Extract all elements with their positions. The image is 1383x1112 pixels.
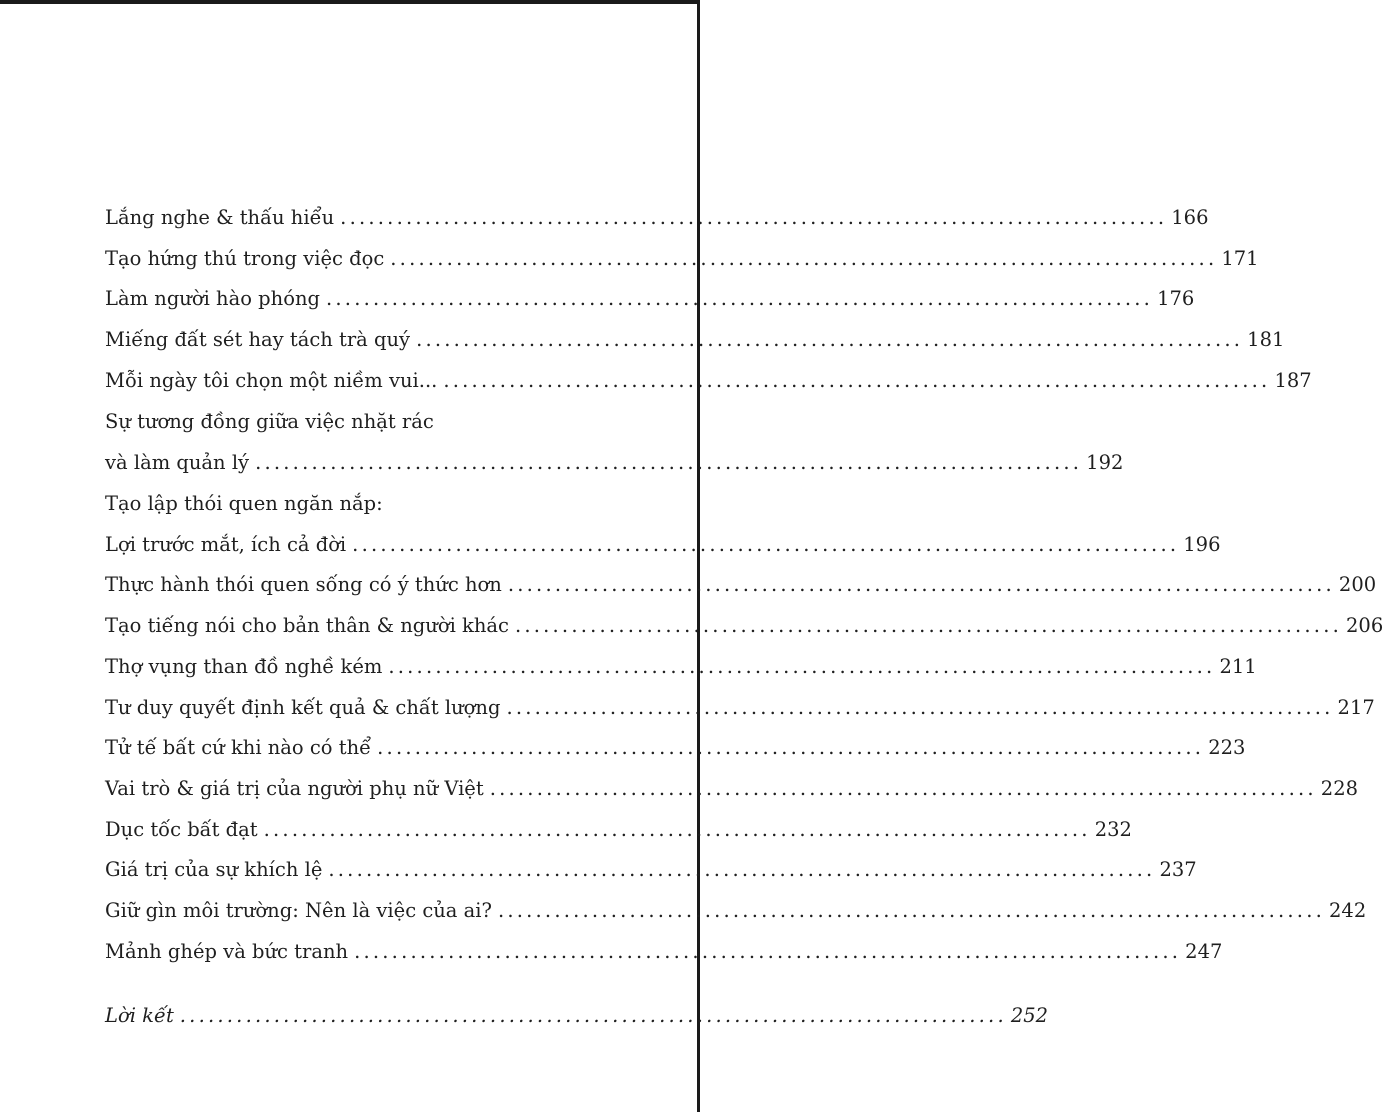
toc-entry[interactable] xyxy=(105,891,1367,932)
toc-entry-page: 200 xyxy=(1338,573,1377,597)
toc-entry-title: Giá trị của sự khích lệ xyxy=(105,858,323,882)
toc-entry[interactable] xyxy=(105,565,1377,606)
toc-entry-page: 228 xyxy=(1320,776,1359,800)
toc-entry-page: 217 xyxy=(1337,695,1375,719)
toc-entry[interactable] xyxy=(105,606,1383,647)
toc-leader-dots: ........................................................................................ xyxy=(354,939,1182,963)
toc-entry-title: Tạo hứng thú trong việc đọc xyxy=(105,246,385,270)
toc-entry-page: 247 xyxy=(1185,939,1223,963)
toc-entry-title: Vai trò & giá trị của người phụ nữ Việt xyxy=(105,776,484,800)
toc-entry-page: 232 xyxy=(1094,817,1132,841)
toc-leader-dots: ........................................................................................ xyxy=(377,736,1205,760)
toc-leader-dots: ........................................................................................ xyxy=(352,533,1180,557)
toc-leader-dots: ........................................................................................ xyxy=(514,614,1343,638)
toc-entry-page: 223 xyxy=(1208,736,1246,760)
toc-entry[interactable] xyxy=(105,483,1221,565)
toc-entry-page: 171 xyxy=(1221,246,1259,270)
toc-entry-title: Thợ vụng than đồ nghề kém xyxy=(105,654,383,678)
toc-entry-title: Tử tế bất cứ khi nào có thể xyxy=(105,736,372,760)
toc-entry[interactable] xyxy=(105,198,1209,239)
toc-entry-closing[interactable] xyxy=(105,996,1049,1037)
toc-leader-dots: ........................................................................................ xyxy=(489,776,1317,800)
toc-leader-dots: ........................................................................................ xyxy=(497,898,1326,922)
page-top-edge xyxy=(0,0,700,4)
toc-entry-title: Lắng nghe & thấu hiểu xyxy=(105,206,335,229)
toc-entry-title-line1: Sự tương đồng giữa việc nhặt rác xyxy=(105,410,434,434)
toc-leader-dots: ........................................................................................ xyxy=(443,368,1271,392)
toc-entry[interactable] xyxy=(105,728,1246,769)
toc-entry-page: 252 xyxy=(1010,1004,1049,1028)
toc-entry-page: 187 xyxy=(1274,368,1312,392)
toc-entry[interactable] xyxy=(105,810,1132,851)
toc-entry[interactable] xyxy=(105,850,1197,891)
toc-entry-title: và làm quản lý xyxy=(105,451,250,475)
toc-leader-dots: ........................................................................................ xyxy=(263,817,1091,841)
toc-entry-page: 206 xyxy=(1346,614,1383,638)
toc-entry-title-line1: Tạo lập thói quen ngăn nắp: xyxy=(105,492,383,516)
toc-leader-dots: ........................................................................................ xyxy=(390,246,1218,270)
toc-entry-title: Miếng đất sét hay tách trà quý xyxy=(105,328,411,352)
toc-entry-title: Giữ gìn môi trường: Nên là việc của ai? xyxy=(105,898,492,922)
toc-leader-dots: ........................................................................................ xyxy=(326,287,1154,311)
toc-entry[interactable] xyxy=(105,769,1359,810)
toc-entry-title: Làm người hào phóng xyxy=(105,287,320,311)
toc-entry[interactable] xyxy=(105,688,1375,729)
toc-entry-page: 176 xyxy=(1157,287,1195,311)
toc-leader-dots: ........................................................................................ xyxy=(388,654,1216,678)
table-of-contents xyxy=(105,198,1383,1037)
toc-entry[interactable] xyxy=(105,279,1195,320)
toc-entry-page: 242 xyxy=(1329,898,1367,922)
toc-entry-title: Tạo tiếng nói cho bản thân & người khác xyxy=(105,614,509,638)
toc-entry-title: Mỗi ngày tôi chọn một niềm vui... xyxy=(105,368,438,392)
toc-entry[interactable] xyxy=(105,932,1223,973)
toc-entry-title: Tư duy quyết định kết quả & chất lượng xyxy=(105,695,501,719)
toc-entry-title: Mảnh ghép và bức tranh xyxy=(105,939,349,963)
toc-leader-dots: ........................................................................................ xyxy=(507,573,1335,597)
toc-entry[interactable] xyxy=(105,361,1312,402)
toc-entry-title: Lợi trước mắt, ích cả đời xyxy=(105,533,347,557)
toc-entry-page: 166 xyxy=(1171,206,1209,229)
toc-leader-dots: ........................................................................................ xyxy=(416,328,1244,352)
toc-leader-dots: ........................................................................................ xyxy=(255,451,1083,475)
toc-entry[interactable] xyxy=(105,239,1259,280)
toc-leader-dots: ........................................................................................ xyxy=(506,695,1334,719)
toc-leader-dots: ........................................................................................ xyxy=(340,206,1168,229)
toc-entry-title: Thực hành thói quen sống có ý thức hơn xyxy=(105,573,502,597)
toc-entry-page: 237 xyxy=(1159,858,1197,882)
toc-entry-page: 196 xyxy=(1183,533,1221,557)
toc-entry[interactable] xyxy=(105,647,1257,688)
toc-entry[interactable] xyxy=(105,401,1124,483)
toc-leader-dots: ........................................................................................ xyxy=(179,1004,1007,1028)
toc-entry-title: Dục tốc bất đạt xyxy=(105,817,258,841)
toc-entry-page: 211 xyxy=(1219,654,1257,678)
toc-entry-page: 192 xyxy=(1086,451,1124,475)
toc-leader-dots: ........................................................................................ xyxy=(328,858,1156,882)
toc-entry-title: Lời kết xyxy=(105,1004,174,1028)
toc-entry-page: 181 xyxy=(1247,328,1285,352)
toc-entry[interactable] xyxy=(105,320,1285,361)
